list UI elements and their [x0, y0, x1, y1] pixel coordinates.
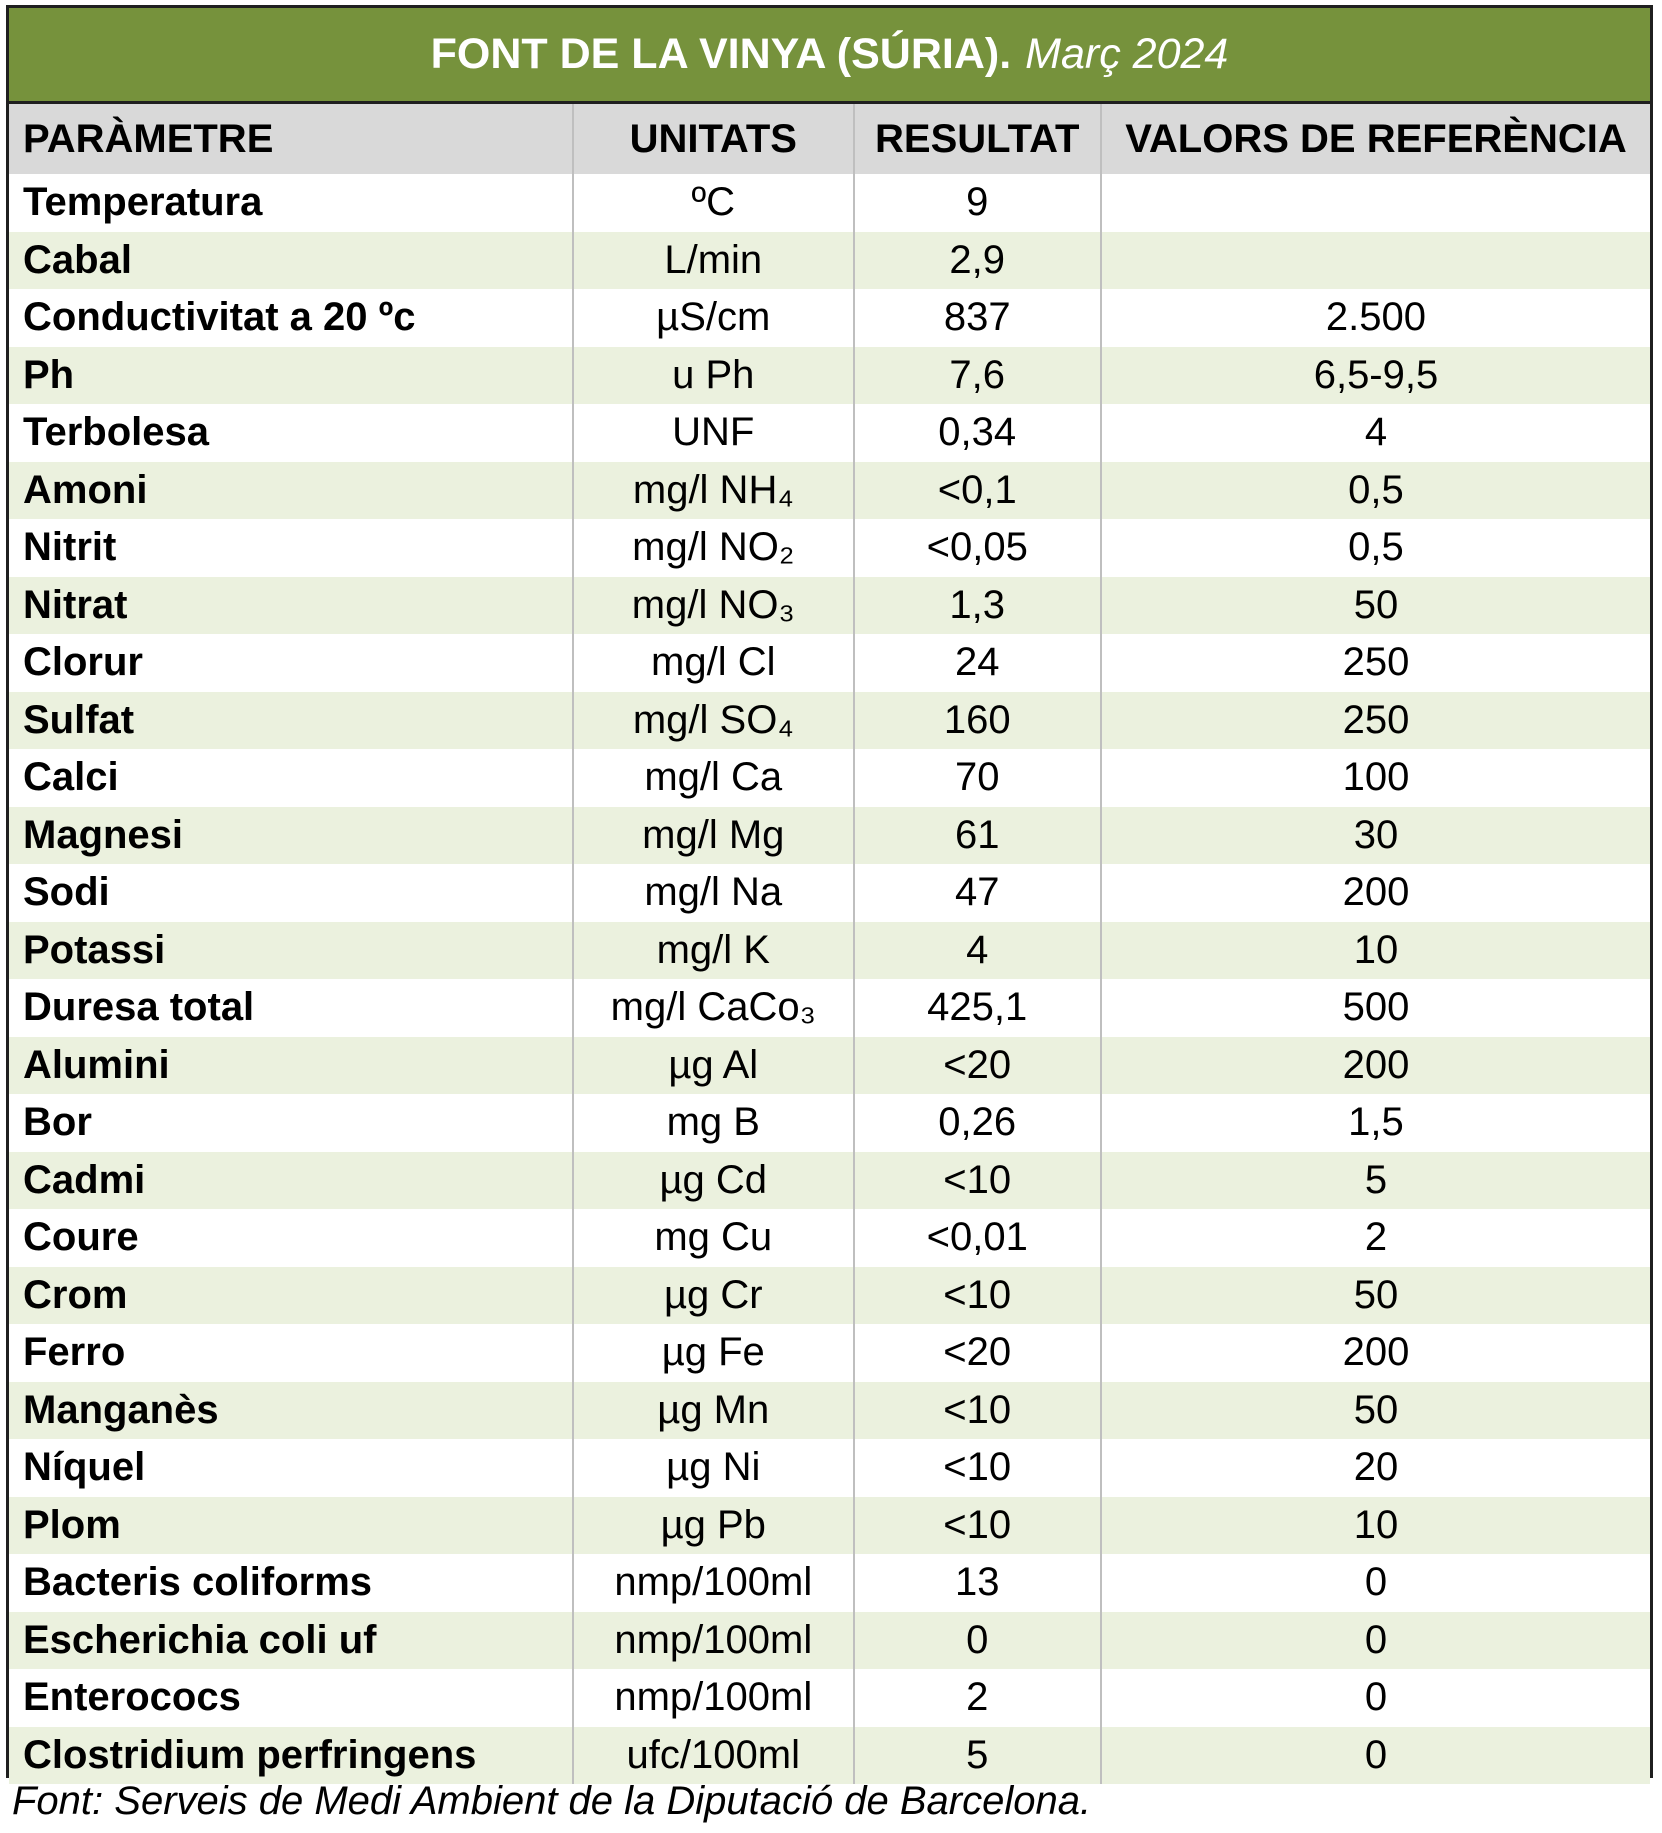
cell-resultat: 70: [854, 749, 1101, 807]
cell-valor-referencia: 100: [1101, 749, 1650, 807]
cell-parametre: Conductivitat a 20 ºc: [9, 289, 573, 347]
header-parametre: PARÀMETRE: [9, 104, 573, 174]
cell-parametre: Terbolesa: [9, 404, 573, 462]
table-row: [9, 1612, 1650, 1670]
cell-resultat: <10: [854, 1152, 1101, 1210]
cell-resultat: 160: [854, 692, 1101, 750]
cell-resultat: <0,05: [854, 519, 1101, 577]
cell-parametre: Crom: [9, 1267, 573, 1325]
cell-unitats: µg Fe: [573, 1324, 854, 1382]
cell-valor-referencia: 10: [1101, 1497, 1650, 1555]
cell-unitats: mg/l NO₃: [573, 577, 854, 635]
table-row: [9, 1094, 1650, 1152]
table-title: [9, 8, 1650, 104]
cell-parametre: Amoni: [9, 462, 573, 520]
cell-valor-referencia: 250: [1101, 692, 1650, 750]
table-row: [9, 462, 1650, 520]
cell-unitats: mg B: [573, 1094, 854, 1152]
cell-valor-referencia: 50: [1101, 1382, 1650, 1440]
cell-unitats: µg Ni: [573, 1439, 854, 1497]
cell-valor-referencia: 0: [1101, 1727, 1650, 1785]
cell-unitats: µS/cm: [573, 289, 854, 347]
cell-resultat: <10: [854, 1439, 1101, 1497]
table-row: [9, 577, 1650, 635]
cell-parametre: Cadmi: [9, 1152, 573, 1210]
cell-parametre: Ferro: [9, 1324, 573, 1382]
cell-unitats: nmp/100ml: [573, 1669, 854, 1727]
cell-parametre: Nitrit: [9, 519, 573, 577]
cell-unitats: mg/l K: [573, 922, 854, 980]
cell-unitats: L/min: [573, 232, 854, 290]
table-body: [9, 174, 1650, 1784]
cell-unitats: ºC: [573, 174, 854, 232]
cell-valor-referencia: 200: [1101, 1037, 1650, 1095]
cell-valor-referencia: 0,5: [1101, 462, 1650, 520]
cell-parametre: Bacteris coliforms: [9, 1554, 573, 1612]
cell-parametre: Plom: [9, 1497, 573, 1555]
table-row: [9, 864, 1650, 922]
table-row: [9, 1324, 1650, 1382]
cell-valor-referencia: 5: [1101, 1152, 1650, 1210]
cell-resultat: 2,9: [854, 232, 1101, 290]
table-row: [9, 634, 1650, 692]
cell-valor-referencia: 200: [1101, 864, 1650, 922]
table-row: [9, 1669, 1650, 1727]
cell-valor-referencia: [1101, 232, 1650, 290]
cell-unitats: µg Cr: [573, 1267, 854, 1325]
cell-resultat: 4: [854, 922, 1101, 980]
table-row: [9, 1554, 1650, 1612]
cell-parametre: Ph: [9, 347, 573, 405]
cell-valor-referencia: 0,5: [1101, 519, 1650, 577]
cell-resultat: 61: [854, 807, 1101, 865]
parameters-table: [9, 104, 1650, 1784]
cell-unitats: UNF: [573, 404, 854, 462]
table-row: [9, 1267, 1650, 1325]
cell-parametre: Magnesi: [9, 807, 573, 865]
table-row: [9, 749, 1650, 807]
cell-unitats: mg/l Na: [573, 864, 854, 922]
table-row: [9, 1209, 1650, 1267]
cell-unitats: mg/l Cl: [573, 634, 854, 692]
cell-parametre: Bor: [9, 1094, 573, 1152]
cell-resultat: 24: [854, 634, 1101, 692]
table-row: [9, 1727, 1650, 1785]
cell-unitats: mg/l Mg: [573, 807, 854, 865]
cell-valor-referencia: 250: [1101, 634, 1650, 692]
title-date: Març 2024: [1025, 30, 1229, 78]
cell-valor-referencia: 30: [1101, 807, 1650, 865]
cell-valor-referencia: 1,5: [1101, 1094, 1650, 1152]
cell-parametre: Níquel: [9, 1439, 573, 1497]
cell-parametre: Potassi: [9, 922, 573, 980]
cell-valor-referencia: 20: [1101, 1439, 1650, 1497]
cell-parametre: Nitrat: [9, 577, 573, 635]
cell-resultat: <10: [854, 1267, 1101, 1325]
table-row: [9, 1152, 1650, 1210]
cell-parametre: Calci: [9, 749, 573, 807]
cell-resultat: 9: [854, 174, 1101, 232]
cell-resultat: <10: [854, 1497, 1101, 1555]
cell-resultat: <20: [854, 1324, 1101, 1382]
cell-parametre: Enterococs: [9, 1669, 573, 1727]
cell-unitats: mg/l CaCo₃: [573, 979, 854, 1037]
cell-resultat: 425,1: [854, 979, 1101, 1037]
cell-resultat: 5: [854, 1727, 1101, 1785]
cell-parametre: Duresa total: [9, 979, 573, 1037]
table-row: [9, 1497, 1650, 1555]
table-row: [9, 347, 1650, 405]
cell-valor-referencia: 0: [1101, 1554, 1650, 1612]
cell-resultat: 47: [854, 864, 1101, 922]
cell-resultat: 837: [854, 289, 1101, 347]
header-row: [9, 104, 1650, 174]
cell-unitats: µg Cd: [573, 1152, 854, 1210]
cell-resultat: 0,34: [854, 404, 1101, 462]
cell-resultat: 7,6: [854, 347, 1101, 405]
cell-resultat: <20: [854, 1037, 1101, 1095]
cell-parametre: Clorur: [9, 634, 573, 692]
cell-valor-referencia: 6,5-9,5: [1101, 347, 1650, 405]
cell-valor-referencia: 0: [1101, 1669, 1650, 1727]
cell-resultat: <10: [854, 1382, 1101, 1440]
cell-unitats: mg/l NH₄: [573, 462, 854, 520]
header-unitats: UNITATS: [573, 104, 854, 174]
cell-unitats: mg/l NO₂: [573, 519, 854, 577]
table-row: [9, 404, 1650, 462]
cell-unitats: u Ph: [573, 347, 854, 405]
cell-resultat: 0,26: [854, 1094, 1101, 1152]
table-row: [9, 1439, 1650, 1497]
cell-parametre: Clostridium perfringens: [9, 1727, 573, 1785]
cell-parametre: Manganès: [9, 1382, 573, 1440]
cell-valor-referencia: 50: [1101, 1267, 1650, 1325]
cell-resultat: <0,1: [854, 462, 1101, 520]
cell-parametre: Coure: [9, 1209, 573, 1267]
header-valors-referencia: VALORS DE REFERÈNCIA: [1101, 104, 1650, 174]
cell-valor-referencia: 2: [1101, 1209, 1650, 1267]
header-resultat: RESULTAT: [854, 104, 1101, 174]
cell-parametre: Sulfat: [9, 692, 573, 750]
cell-parametre: Escherichia coli uf: [9, 1612, 573, 1670]
cell-unitats: nmp/100ml: [573, 1554, 854, 1612]
table-row: [9, 1037, 1650, 1095]
table-row: [9, 979, 1650, 1037]
cell-valor-referencia: 0: [1101, 1612, 1650, 1670]
cell-valor-referencia: 4: [1101, 404, 1650, 462]
cell-unitats: µg Pb: [573, 1497, 854, 1555]
cell-unitats: ufc/100ml: [573, 1727, 854, 1785]
cell-valor-referencia: 500: [1101, 979, 1650, 1037]
cell-valor-referencia: 50: [1101, 577, 1650, 635]
table-row: [9, 692, 1650, 750]
title-main: FONT DE LA VINYA (SÚRIA).: [430, 30, 1012, 78]
cell-unitats: mg/l SO₄: [573, 692, 854, 750]
cell-resultat: 1,3: [854, 577, 1101, 635]
table-row: [9, 289, 1650, 347]
cell-resultat: 0: [854, 1612, 1101, 1670]
cell-parametre: Cabal: [9, 232, 573, 290]
cell-unitats: µg Al: [573, 1037, 854, 1095]
table-row: [9, 807, 1650, 865]
cell-unitats: mg Cu: [573, 1209, 854, 1267]
table-row: [9, 1382, 1650, 1440]
cell-unitats: mg/l Ca: [573, 749, 854, 807]
cell-parametre: Sodi: [9, 864, 573, 922]
cell-parametre: Temperatura: [9, 174, 573, 232]
source-note: Font: Serveis de Medi Ambient de la Diputació de Barcelona.: [12, 1779, 1092, 1823]
cell-parametre: Alumini: [9, 1037, 573, 1095]
table-row: [9, 519, 1650, 577]
table-row: [9, 922, 1650, 980]
cell-unitats: nmp/100ml: [573, 1612, 854, 1670]
cell-resultat: <0,01: [854, 1209, 1101, 1267]
cell-valor-referencia: 2.500: [1101, 289, 1650, 347]
cell-resultat: 13: [854, 1554, 1101, 1612]
cell-valor-referencia: 200: [1101, 1324, 1650, 1382]
table-row: [9, 232, 1650, 290]
cell-valor-referencia: [1101, 174, 1650, 232]
cell-unitats: µg Mn: [573, 1382, 854, 1440]
cell-resultat: 2: [854, 1669, 1101, 1727]
cell-valor-referencia: 10: [1101, 922, 1650, 980]
water-analysis-table-frame: [6, 5, 1653, 1778]
table-row: [9, 174, 1650, 232]
